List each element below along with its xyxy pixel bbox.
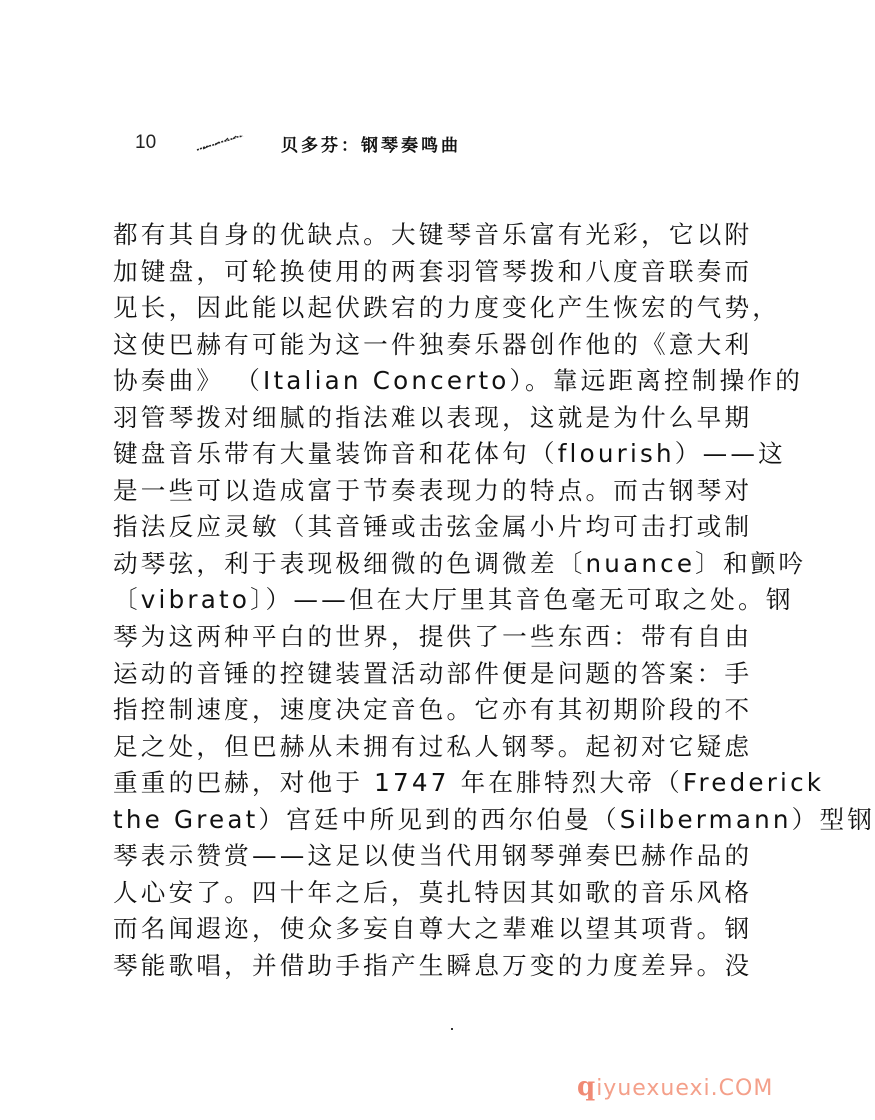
text-line: 键盘音乐带有大量装饰音和花体句（flourish）——这 xyxy=(113,439,786,469)
text-line: 加键盘，可轮换使用的两套羽管琴拨和八度音联奏而 xyxy=(113,256,753,286)
text-line: 运动的音锤的控键装置活动部件便是问题的答案：手 xyxy=(113,658,753,688)
text-line: 这使巴赫有可能为这一件独奏乐器创作他的《意大利 xyxy=(113,329,753,359)
text-line: 人心安了。四十年之后，莫扎特因其如歌的音乐风格 xyxy=(113,877,753,907)
text-line: 是一些可以造成富于节奏表现力的特点。而古钢琴对 xyxy=(113,475,753,505)
page-number: 10 xyxy=(135,132,157,153)
text-line: 重重的巴赫，对他于 1747 年在腓特烈大帝（Frederick xyxy=(113,768,825,798)
text-line: 琴表示赞赏——这足以使当代用钢琴弹奏巴赫作品的 xyxy=(113,841,753,871)
body-paragraph xyxy=(113,217,875,984)
scan-speck xyxy=(451,1028,453,1030)
text-line: 琴能歌唱，并借助手指产生瞬息万变的力度差异。没 xyxy=(113,950,753,980)
text-line: 见长，因此能以起伏跌宕的力度变化产生恢宏的气势， xyxy=(113,293,781,323)
text-line: 琴为这两种平白的世界，提供了一些东西：带有自由 xyxy=(113,622,753,652)
running-title: 贝多芬：钢琴奏鸣曲 xyxy=(281,135,461,156)
text-line: 羽管琴拨对细腻的指法难以表现，这就是为什么早期 xyxy=(113,402,753,432)
watermark-text: iyuexuexi.COM xyxy=(596,1076,774,1101)
text-line: 〔vibrato〕）——但在大厅里其音色毫无可取之处。钢 xyxy=(113,585,794,615)
text-line: 指控制速度，速度决定音色。它亦有其初期阶段的不 xyxy=(113,695,753,725)
text-line: 协奏曲》 （Italian Concerto）。靠远距离控制操作的 xyxy=(113,366,803,396)
text-line: 足之处，但巴赫从未拥有过私人钢琴。起初对它疑虑 xyxy=(113,731,753,761)
text-line: 动琴弦，利于表现极细微的色调微差〔nuance〕和颤吟 xyxy=(113,548,807,578)
flourish-ornament-icon xyxy=(195,133,245,153)
page-header xyxy=(135,128,461,158)
text-line: 指法反应灵敏（其音锤或击弦金属小片均可击打或制 xyxy=(113,512,753,542)
text-line: 都有其自身的优缺点。大键琴音乐富有光彩，它以附 xyxy=(113,220,753,249)
site-watermark xyxy=(577,1072,773,1102)
text-line: 而名闻遐迩，使众多妄自尊大之辈难以望其项背。钢 xyxy=(113,914,753,944)
watermark-initial: q xyxy=(577,1072,597,1102)
text-line: the Great）宫廷中所见到的西尔伯曼（Silbermann）型钢 xyxy=(113,804,875,834)
